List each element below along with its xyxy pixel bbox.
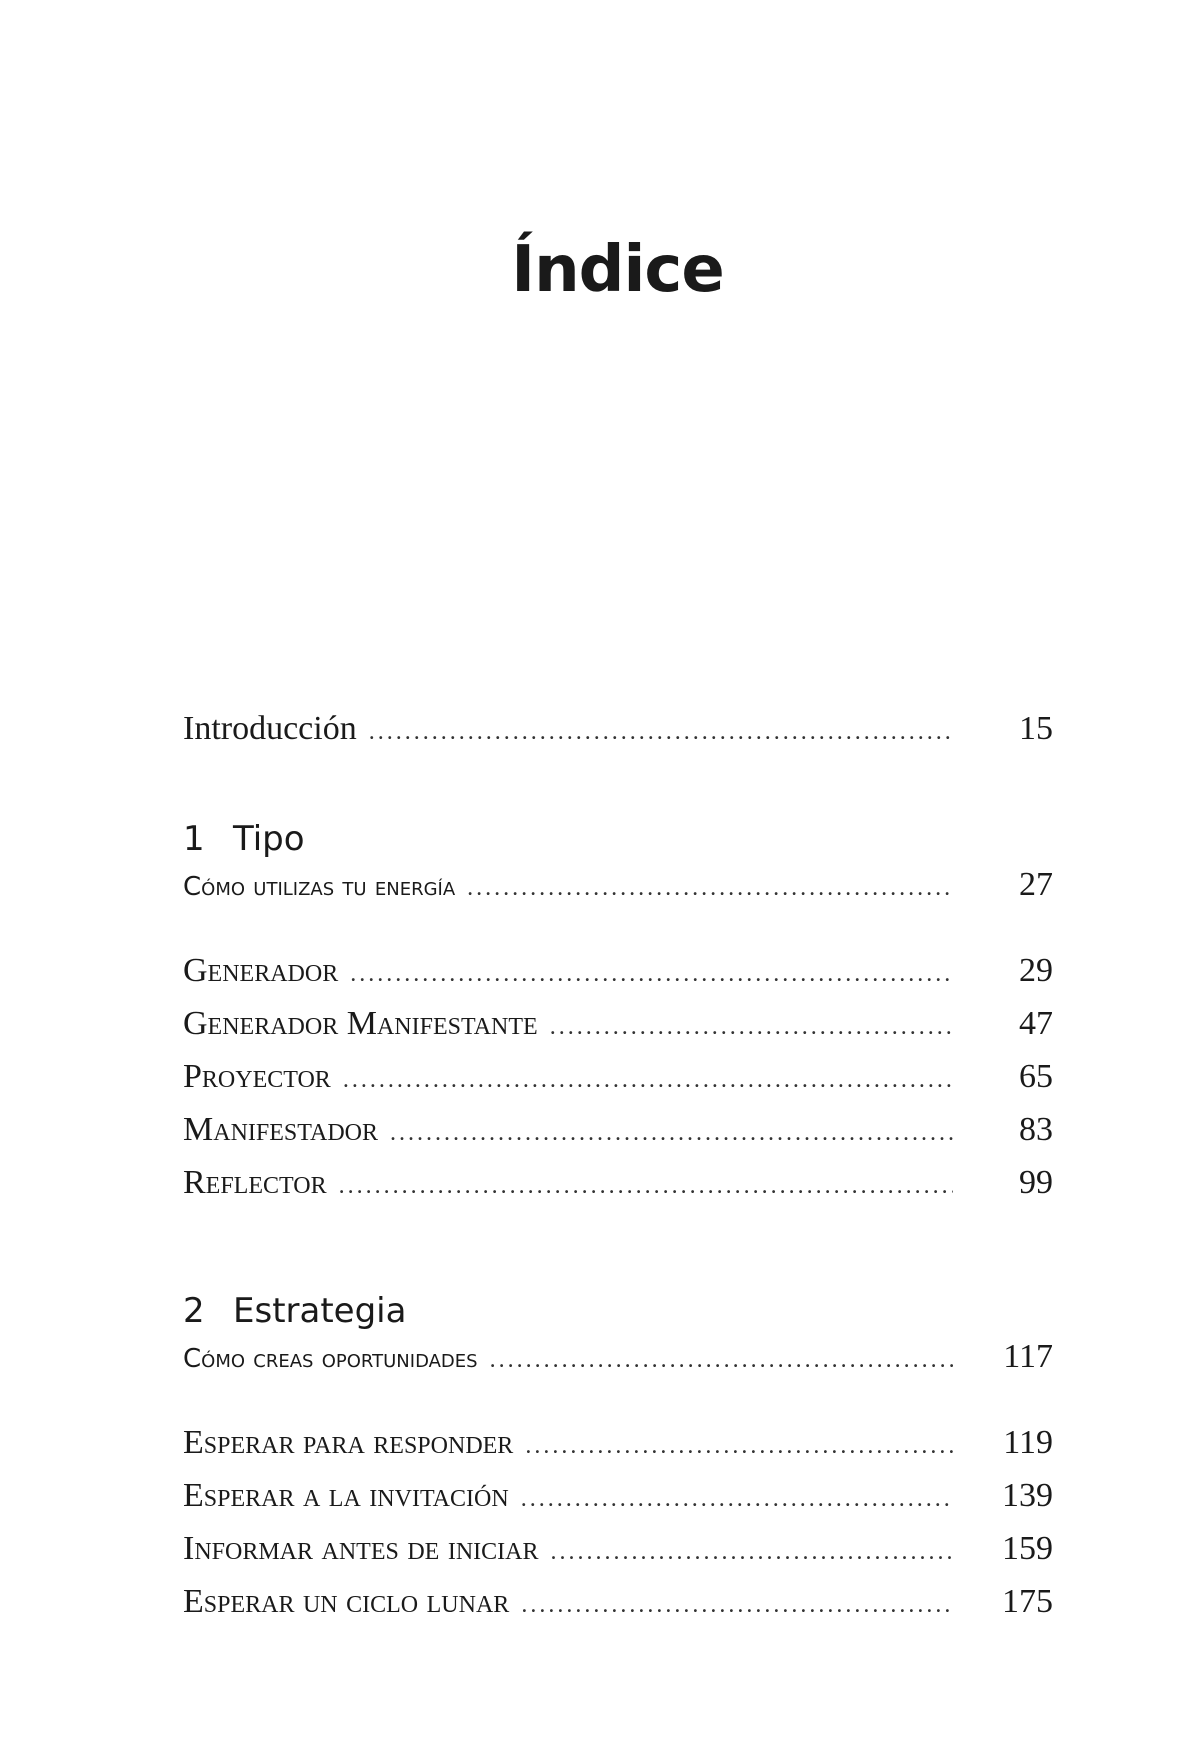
dot-leader — [490, 1340, 953, 1380]
chapter-heading-1[interactable] — [183, 819, 305, 859]
toc-entry-label: Cómo creas oportunidades — [183, 1344, 478, 1374]
toc-entry-label: Cómo utilizas tu energía — [183, 872, 456, 902]
toc-entry-page: 47 — [1019, 1005, 1053, 1042]
toc-entry-page: 117 — [1003, 1338, 1053, 1375]
toc-entry-esperar-para-responder[interactable] — [183, 1423, 1053, 1463]
chapter-number: 2 — [183, 1291, 205, 1331]
toc-entry-esperar-a-la-invitacion[interactable] — [183, 1476, 1053, 1516]
dot-leader — [525, 1426, 953, 1466]
toc-entry-page: 119 — [1003, 1424, 1053, 1461]
toc-entry-manifestador[interactable] — [183, 1110, 1053, 1150]
toc-entry-label: Proyector — [183, 1058, 331, 1095]
toc-entry-page: 15 — [1019, 710, 1053, 747]
toc-entry-page: 29 — [1019, 952, 1053, 989]
dot-leader — [521, 1479, 953, 1519]
dot-leader — [467, 868, 953, 908]
dot-leader — [551, 1532, 953, 1572]
chapter-number: 1 — [183, 819, 205, 859]
chapter-title: Tipo — [233, 819, 305, 859]
page-title: Índice — [511, 233, 724, 307]
toc-entry-page: 175 — [1002, 1583, 1053, 1620]
dot-leader — [369, 712, 953, 752]
toc-entry-page: 65 — [1019, 1058, 1053, 1095]
dot-leader — [350, 954, 953, 994]
toc-entry-generador-manifestante[interactable] — [183, 1004, 1053, 1044]
chapter-heading-2[interactable] — [183, 1291, 406, 1331]
toc-entry-page: 83 — [1019, 1111, 1053, 1148]
toc-entry-page: 159 — [1002, 1530, 1053, 1567]
dot-leader — [343, 1060, 953, 1100]
toc-entry-label: Introducción — [183, 710, 357, 747]
toc-entry-label: Generador Manifestante — [183, 1005, 538, 1042]
dot-leader — [550, 1007, 953, 1047]
toc-entry-label: Generador — [183, 952, 339, 989]
toc-entry-esperar-un-ciclo-lunar[interactable] — [183, 1582, 1053, 1622]
toc-entry-label: Informar antes de iniciar — [183, 1530, 539, 1567]
toc-entry-page: 27 — [1019, 866, 1053, 903]
toc-entry-page: 99 — [1019, 1164, 1053, 1201]
toc-entry-generador[interactable] — [183, 951, 1053, 991]
chapter-title: Estrategia — [233, 1291, 407, 1331]
toc-entry-page: 139 — [1002, 1477, 1053, 1514]
dot-leader — [390, 1113, 953, 1153]
toc-entry-reflector[interactable] — [183, 1163, 1053, 1203]
toc-entry-informar-antes-de-iniciar[interactable] — [183, 1529, 1053, 1569]
toc-entry-label: Esperar a la invitación — [183, 1477, 509, 1514]
dot-leader — [339, 1166, 953, 1206]
toc-entry-label: Manifestador — [183, 1111, 378, 1148]
dot-leader — [521, 1585, 953, 1625]
toc-entry-label: Esperar un ciclo lunar — [183, 1583, 510, 1620]
toc-entry-label: Esperar para responder — [183, 1424, 514, 1461]
toc-chapter-subtitle-2[interactable] — [183, 1337, 1053, 1377]
toc-entry-proyector[interactable] — [183, 1057, 1053, 1097]
toc-entry-introduccion[interactable] — [183, 709, 1053, 749]
toc-entry-label: Reflector — [183, 1164, 327, 1201]
toc-chapter-subtitle-1[interactable] — [183, 865, 1053, 905]
